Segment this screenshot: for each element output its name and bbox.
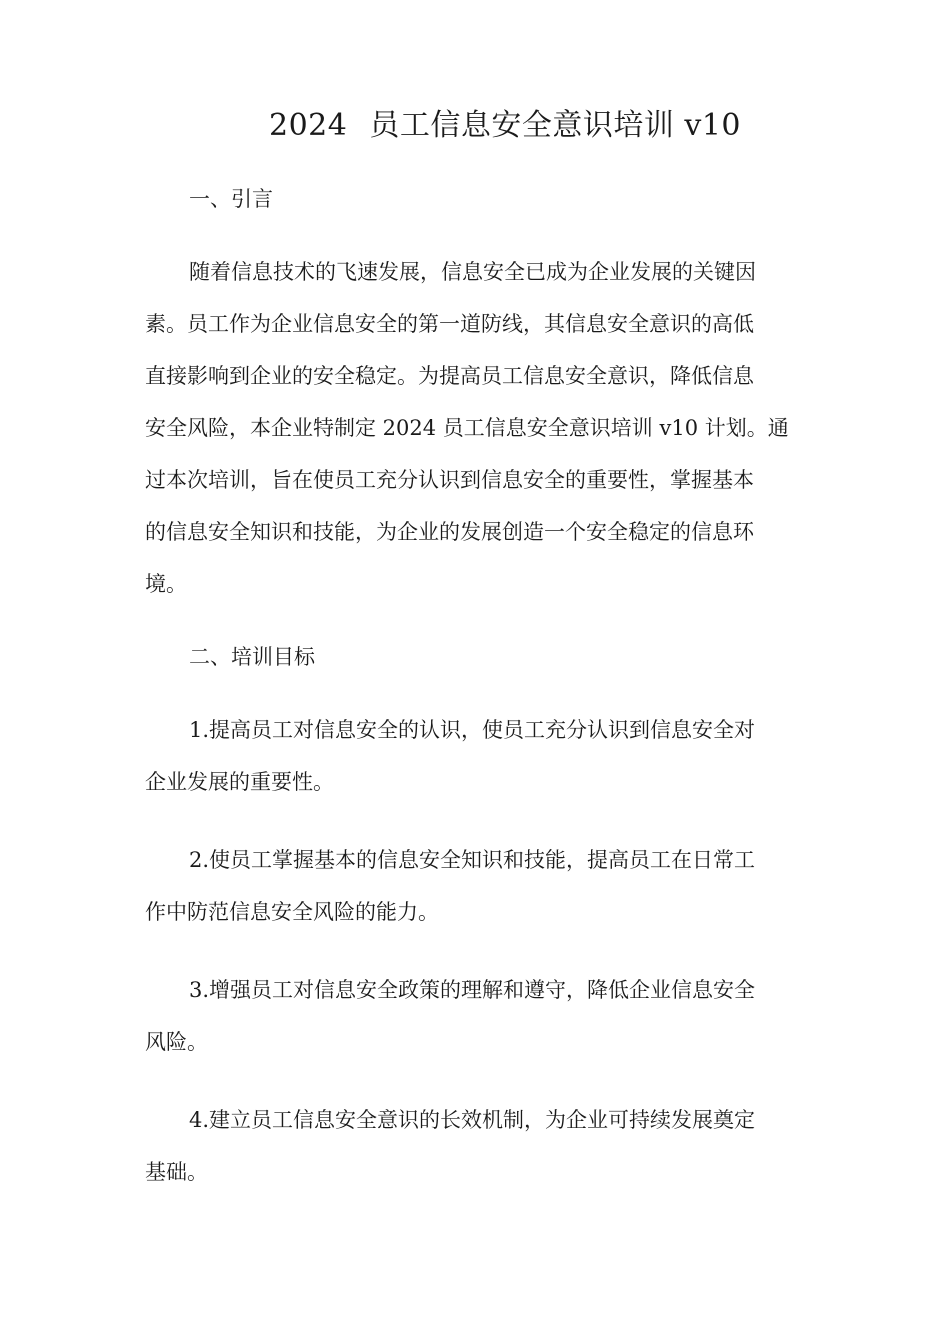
paragraph-line: 企业发展的重要性。 — [145, 770, 334, 794]
paragraph-line: 的信息安全知识和技能，为企业的发展创造一个安全稳定的信息环 — [145, 520, 754, 544]
list-item-goal-4 — [145, 1094, 805, 1198]
paragraph-line: 素。员工作为企业信息安全的第一道防线，其信息安全意识的高低 — [145, 312, 754, 336]
document-title — [0, 104, 950, 148]
list-item-goal-3 — [145, 964, 805, 1068]
paragraph-line: 直接影响到企业的安全稳定。为提高员工信息安全意识，降低信息 — [145, 364, 754, 388]
list-item-goal-1 — [145, 704, 805, 808]
paragraph-introduction — [145, 246, 805, 610]
paragraph-line: 境。 — [145, 572, 187, 596]
paragraph-line: 作中防范信息安全风险的能力。 — [145, 900, 439, 924]
paragraph-line: 1.提高员工对信息安全的认识，使员工充分认识到信息安全对 — [189, 718, 756, 742]
section-heading-training-goals: 二、培训目标 — [189, 645, 315, 669]
document-body — [145, 178, 805, 1224]
section-heading-introduction: 一、引言 — [189, 187, 273, 211]
paragraph-line: 2.使员工掌握基本的信息安全知识和技能，提高员工在日常工 — [189, 848, 756, 872]
document-title-text: 员工信息安全意识培训 v10 — [369, 108, 742, 143]
paragraph-line: 基础。 — [145, 1160, 208, 1184]
document-title-year: 2024 — [268, 108, 348, 143]
paragraph-line: 过本次培训，旨在使员工充分认识到信息安全的重要性，掌握基本 — [145, 468, 754, 492]
paragraph-line: 风险。 — [145, 1030, 208, 1054]
paragraph-line: 安全风险，本企业特制定 2024 员工信息安全意识培训 v10 计划。通 — [145, 416, 789, 440]
paragraph-line: 4.建立员工信息安全意识的长效机制，为企业可持续发展奠定 — [189, 1108, 756, 1132]
paragraph-line: 3.增强员工对信息安全政策的理解和遵守，降低企业信息安全 — [189, 978, 756, 1002]
paragraph-line: 随着信息技术的飞速发展，信息安全已成为企业发展的关键因 — [189, 260, 756, 284]
list-item-goal-2 — [145, 834, 805, 938]
